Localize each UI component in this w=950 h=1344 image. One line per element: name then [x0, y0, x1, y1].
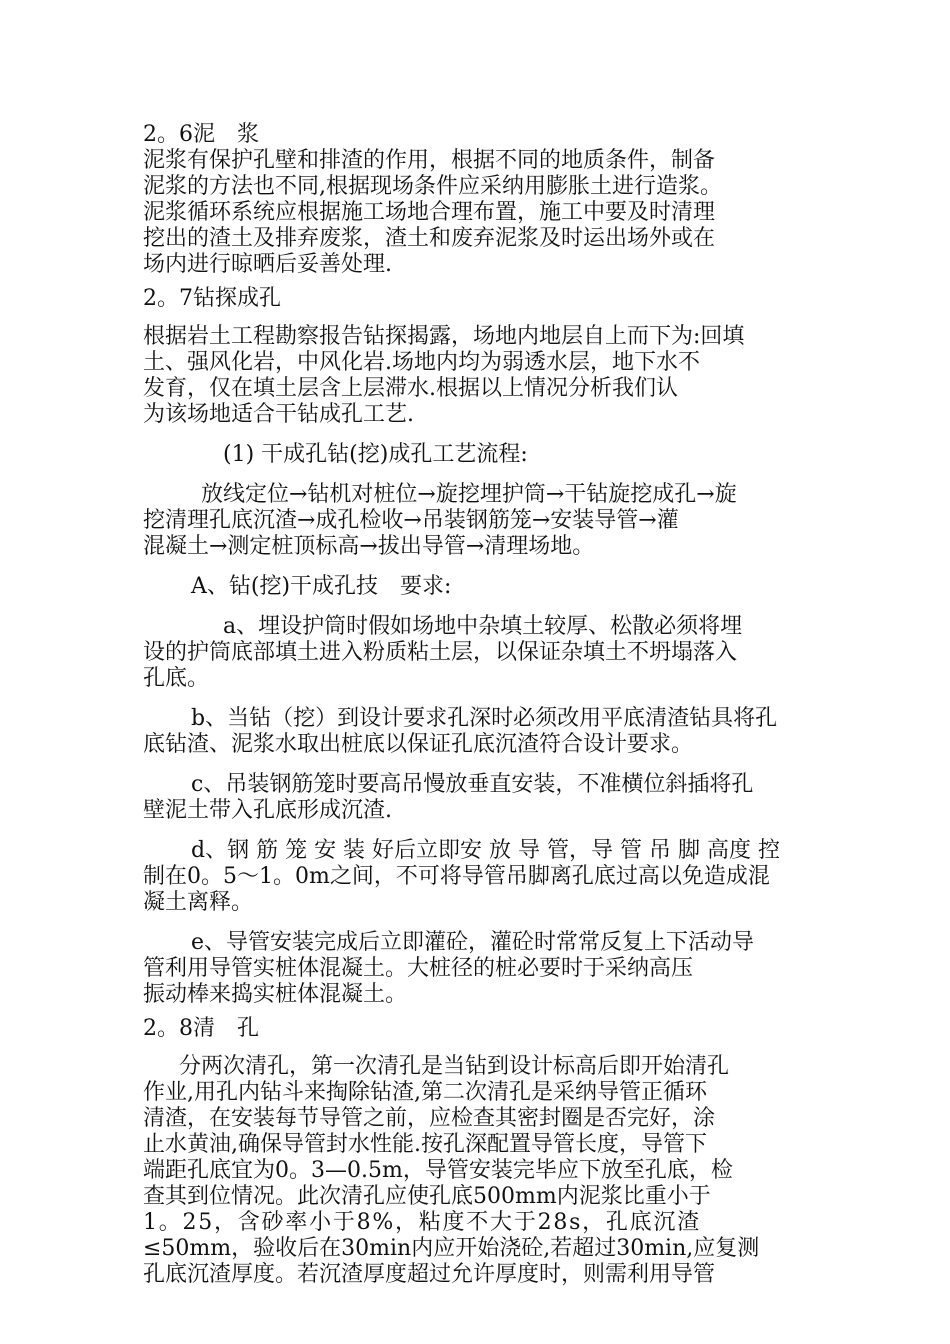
paragraph-line: 作业,用孔内钻斗来掏除钻渣,第二次清孔是采纳导管正循环: [143, 1080, 707, 1105]
process-flow: [143, 482, 808, 560]
item-line: e、导管安装完成后立即灌砼，灌砼时常常反复上下活动导: [191, 930, 755, 955]
paragraph-line: 端距孔底宜为0。3—0.5m，导管安装完毕应下放至孔底，检: [143, 1158, 733, 1183]
paragraph-line: 泥浆的方法也不同,根据现场条件应采纳用膨胀土进行造浆。: [143, 174, 722, 199]
paragraph-line: 止水黄油,确保导管封水性能.按孔深配置导管长度，导管下: [143, 1132, 707, 1157]
spacer: [143, 916, 808, 930]
document-content: [143, 122, 808, 1288]
item-line: 制在0。5～1。0m之间，不可将导管吊脚离孔底过高以免造成混: [143, 864, 770, 889]
spacer: [143, 758, 808, 772]
flow-line: 混凝土→测定桩顶标高→拔出导管→清理场地。: [143, 534, 595, 559]
paragraph-line: 1。25，含砂率小于8%，粘度不大于28s，孔底沉渣: [143, 1210, 701, 1235]
paragraph-line: 清渣，在安装每节导管之前，应检查其密封圈是否完好，涂: [143, 1106, 716, 1131]
item-line: 振动棒来捣实桩体混凝土。: [143, 982, 408, 1007]
paragraph-line: 分两次清孔，第一次清孔是当钻到设计标高后即开始清孔: [179, 1054, 730, 1079]
item-line: 设的护筒底部填土进入粉质粘土层，以保证杂填土不坍塌落入: [143, 640, 738, 665]
requirement-item-a: [143, 614, 808, 692]
item-line: d、钢 筋 笼 安 装 好后立即安 放 导 管，导 管 吊 脚 高度 控: [191, 838, 780, 863]
paragraph-line: 挖出的渣土及排弃废浆，渣土和废弃泥浆及时运出场外或在: [143, 226, 716, 251]
paragraph-line: 发育，仅在填土层含上层滞水.根据以上情况分析我们认: [143, 376, 678, 401]
spacer: [143, 692, 808, 706]
section-2-7-paragraph: [143, 324, 808, 428]
item-line: 壁泥土带入孔底形成沉渣.: [143, 798, 392, 823]
paragraph-line: 泥浆有保护孔壁和排渣的作用，根据不同的地质条件，制备: [143, 148, 716, 173]
item-line: b、当钻（挖）到设计要求孔深时必须改用平底清渣钻具将孔: [191, 706, 778, 731]
paragraph-line: 泥浆循环系统应根据施工场地合理布置，施工中要及时清理: [143, 200, 716, 225]
requirement-item-c: [143, 772, 808, 824]
paragraph-line: 场内进行晾晒后妥善处理.: [143, 252, 392, 277]
item-line: a、埋设护筒时假如场地中杂填土较厚、松散必须将埋: [223, 614, 743, 639]
item-line: 管利用导管实桩体混凝土。大桩径的桩必要时于采纳高压: [143, 956, 694, 981]
spacer: [143, 278, 808, 286]
spacer: [143, 1008, 808, 1016]
item-line: 孔底。: [143, 666, 210, 691]
section-heading-2-6: 2。6泥 浆: [143, 122, 259, 147]
spacer: [143, 1042, 808, 1054]
spacer: [143, 560, 808, 574]
spacer: [143, 468, 808, 482]
spacer: [143, 312, 808, 324]
spacer: [143, 428, 808, 442]
section-2-8-body: [143, 1054, 808, 1288]
sub-heading-process: (1) 干成孔钻(挖)成孔工艺流程:: [223, 442, 528, 467]
paragraph-line: 根据岩土工程勘察报告钻探揭露，场地内地层自上而下为:回填: [143, 324, 745, 349]
spacer: [143, 600, 808, 614]
item-line: 底钻渣、泥浆水取出桩底以保证孔底沉渣符合设计要求。: [143, 732, 694, 757]
spacer: [143, 824, 808, 838]
paragraph-line: ≤50mm，验收后在30min内应开始浇砼,若超过30min,应复测: [143, 1236, 760, 1261]
paragraph-line: 为该场地适合干钻成孔工艺.: [143, 402, 414, 427]
flow-line: 放线定位→钻机对桩位→旋挖埋护筒→干钻旋挖成孔→旋: [201, 482, 737, 507]
paragraph-line: 查其到位情况。此次清孔应使孔底500mm内泥浆比重小于: [143, 1184, 711, 1209]
section-heading-2-8: 2。8清 孔: [143, 1016, 259, 1041]
requirements-heading: A、钻(挖)干成孔技 要求:: [191, 574, 452, 599]
requirement-item-b: [143, 706, 808, 758]
requirement-item-e: [143, 930, 808, 1008]
paragraph-line: 土、强风化岩，中风化岩.场地内均为弱透水层，地下水不: [143, 350, 700, 375]
section-2-6-body: [143, 148, 808, 278]
requirement-item-d: [143, 838, 808, 916]
item-line: c、吊装钢筋笼时要高吊慢放垂直安装，不准横位斜插将孔: [191, 772, 754, 797]
section-heading-2-7: 2。7钻探成孔: [143, 286, 281, 311]
paragraph-line: 孔底沉渣厚度。若沉渣厚度超过允许厚度时，则需利用导管: [143, 1262, 716, 1287]
item-line: 凝土离释。: [143, 890, 254, 915]
flow-line: 挖清理孔底沉渣→成孔检收→吊装钢筋笼→安装导管→灌: [143, 508, 679, 533]
